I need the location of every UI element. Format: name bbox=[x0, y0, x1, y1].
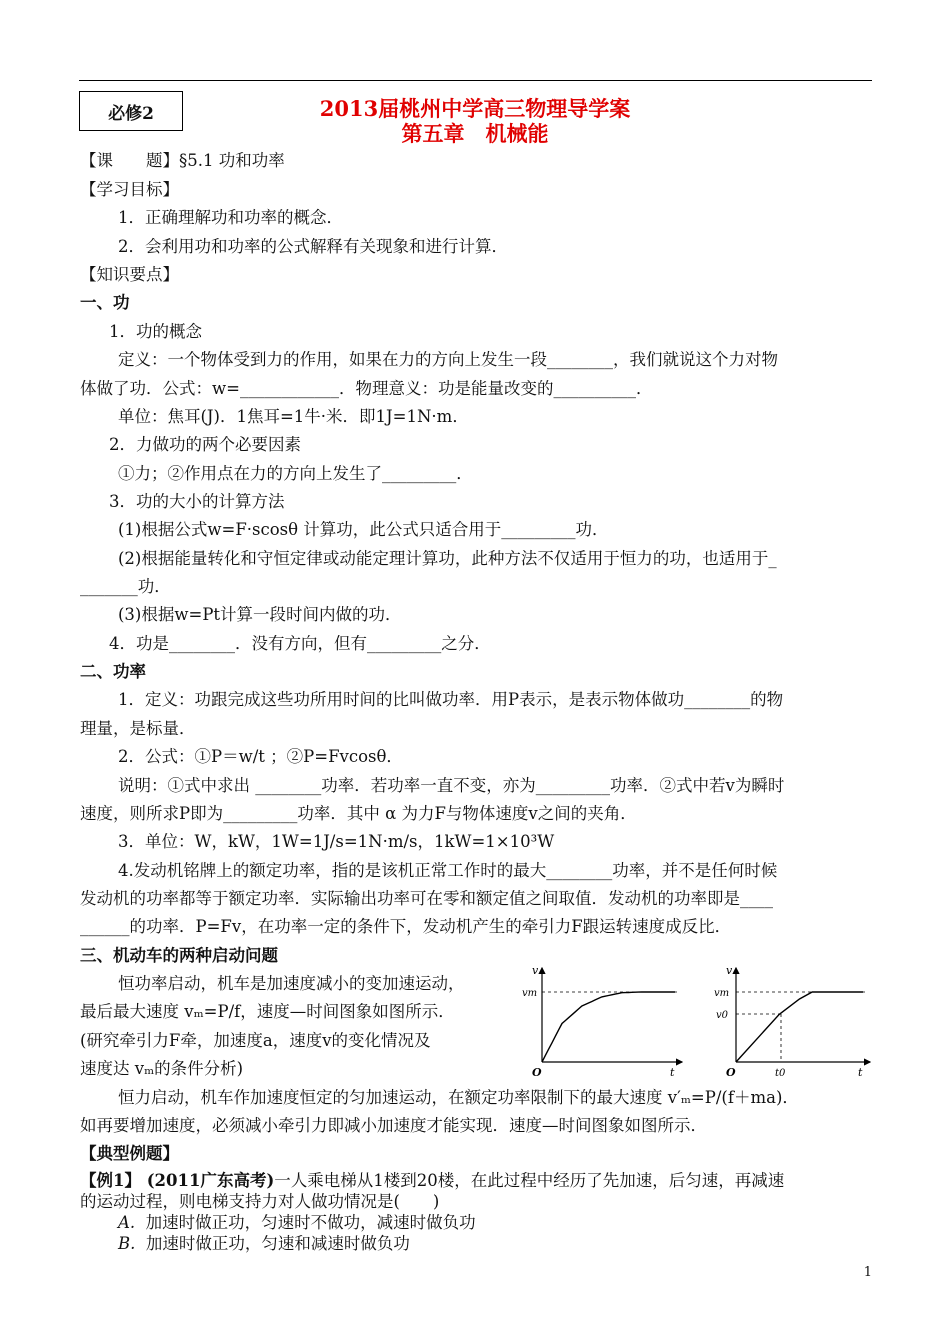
work-definition-line1: 定义：一个物体受到力的作用，如果在力的方向上发生一段________，我们就说这个力对物 bbox=[118, 350, 778, 369]
chart2-v0-tick-label: v0 bbox=[716, 1010, 729, 1021]
option-a-letter: A. bbox=[118, 1213, 136, 1232]
chart2-series-curve bbox=[736, 992, 863, 1062]
document-title: 2013届桃州中学高三物理导学案 bbox=[319, 96, 631, 121]
work-unit-line: 单位：焦耳(J)．1焦耳=1牛·米．即1J=1N·m． bbox=[118, 407, 469, 426]
constant-force-line1: 恒力启动，机车作加速度恒定的匀加速运动，在额定功率限制下的最大速度 v′ₘ=P/(f＋ma)． bbox=[118, 1088, 799, 1107]
option-b-text: 加速时做正功，匀速和减速时做负功 bbox=[145, 1234, 410, 1253]
section-work-heading: 一、功 bbox=[80, 293, 130, 312]
work-factors-line: ①力；②作用点在力的方向上发生了_________． bbox=[118, 464, 473, 483]
constant-power-line4: 速度达 vₘ的条件分析) bbox=[80, 1059, 244, 1078]
objective-2: 2．会利用功和功率的公式解释有关现象和进行计算． bbox=[118, 237, 508, 256]
work-scalar-line: 4．功是________．没有方向，但有_________之分． bbox=[109, 634, 491, 653]
power-definition-line2: 理量，是标量． bbox=[80, 719, 196, 738]
chart2-vm-tick-label: vm bbox=[714, 988, 730, 999]
power-formula-line: 2．公式：①P＝w/t ；②P=Fvcosθ． bbox=[118, 747, 403, 766]
constant-power-line3: (研究牵引力F牵，加速度a，速度v的变化情况及 bbox=[80, 1031, 431, 1050]
constant-force-line2: 如再要增加速度，必须减小牵引力即减小加速度才能实现．速度—时间图象如图所示． bbox=[80, 1116, 707, 1135]
work-factors-heading: 2．力做功的两个必要因素 bbox=[109, 435, 301, 454]
chart1-series-curve bbox=[542, 992, 675, 1062]
example1-label: 【例1】 (2011广东高考) bbox=[80, 1171, 275, 1190]
option-b bbox=[118, 1233, 410, 1255]
rated-power-line3: ______的功率．P=Fv，在功率一定的条件下，发动机产生的牵引力F跟运转速度成反比． bbox=[80, 917, 732, 936]
power-note-line2: 速度，则所求P即为_________功率．其中 α 为力F与物体速度v之间的夹角． bbox=[80, 804, 637, 823]
chart2-t0-tick-label: t0 bbox=[775, 1068, 786, 1079]
work-calc-method2-cont: _______功． bbox=[80, 577, 171, 596]
rated-power-line1: 4.发动机铭牌上的额定功率，指的是该机正常工作时的最大________功率，并不是任何时候 bbox=[118, 861, 778, 880]
page-number: 1 bbox=[863, 1265, 872, 1280]
example1-line1 bbox=[80, 1170, 784, 1192]
section-startup-heading: 三、机动车的两种启动问题 bbox=[80, 946, 278, 965]
objectives-heading: 【学习目标】 bbox=[80, 180, 179, 199]
chart1-origin-label: O bbox=[532, 1066, 542, 1079]
example1-line2: 的运动过程，则电梯支持力对人做功情况是( ) bbox=[80, 1192, 440, 1211]
example1-text: 一人乘电梯从1楼到20楼，在此过程中经历了先加速，后匀速，再减速 bbox=[274, 1171, 785, 1190]
option-a bbox=[118, 1212, 476, 1234]
chapter-title: 第五章 机械能 bbox=[401, 121, 549, 146]
vt-chart-constant-power bbox=[520, 962, 690, 1082]
work-calc-method2: (2)根据能量转化和守恒定律或动能定理计算功，此种方法不仅适用于恒力的功，也适用于_ bbox=[118, 549, 777, 568]
work-calc-heading: 3．功的大小的计算方法 bbox=[109, 492, 285, 511]
constant-power-line2: 最后最大速度 vₘ=P/f，速度—时间图象如图所示． bbox=[80, 1002, 455, 1021]
objective-1: 1．正确理解功和功率的概念． bbox=[118, 208, 343, 227]
option-b-letter: B. bbox=[118, 1234, 136, 1253]
chart1-vm-tick-label: vm bbox=[522, 988, 538, 999]
chart1-y-label: v bbox=[532, 964, 539, 977]
topic-line: 【课 题】§5.1 功和功率 bbox=[80, 151, 285, 170]
vt-chart-constant-force bbox=[708, 962, 878, 1082]
option-a-text: 加速时做正功，匀速时不做功，减速时做负功 bbox=[145, 1213, 476, 1232]
constant-power-line1: 恒功率启动，机车是加速度减小的变加速运动， bbox=[118, 974, 465, 993]
work-calc-method3: (3)根据w=Pt计算一段时间内做的功． bbox=[118, 605, 402, 624]
chart1-x-label: t bbox=[670, 1066, 675, 1079]
knowledge-heading: 【知识要点】 bbox=[80, 265, 179, 284]
work-definition-line2: 体做了功．公式：w=____________．物理意义：功是能量改变的__________． bbox=[80, 379, 653, 398]
section-power-heading: 二、功率 bbox=[80, 662, 146, 681]
course-badge: 必修2 bbox=[79, 91, 183, 131]
work-concept-heading: 1．功的概念 bbox=[109, 322, 202, 341]
power-note-line1: 说明：①式中求出 ________功率．若功率一直不变，亦为_________功率．②式中若v为瞬时 bbox=[118, 776, 785, 795]
chart2-y-label: v bbox=[726, 964, 733, 977]
rated-power-line2: 发动机的功率都等于额定功率．实际输出功率可在零和额定值之间取值．发动机的功率即是____ bbox=[80, 889, 773, 908]
work-calc-method1: (1)根据公式w=F·scosθ 计算功，此公式只适合用于_________功． bbox=[118, 520, 609, 539]
top-rule bbox=[79, 80, 872, 81]
power-unit-line: 3．单位：W，kW，1W=1J/s=1N·m/s，1kW=1×10³W bbox=[118, 832, 555, 851]
examples-heading: 【典型例题】 bbox=[80, 1144, 179, 1163]
chart2-x-label: t bbox=[858, 1066, 863, 1079]
power-definition-line1: 1．定义：功跟完成这些功所用时间的比叫做功率．用P表示，是表示物体做功________的物 bbox=[118, 690, 784, 709]
chart2-origin-label: O bbox=[726, 1066, 736, 1079]
